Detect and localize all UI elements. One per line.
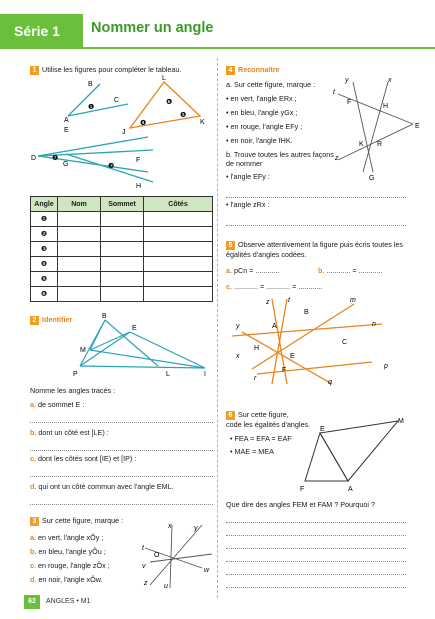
ex6-eq2: • MAE = MEA: [230, 445, 292, 458]
ex4-b-intro: b. Trouve toutes les autres façons de nommer: [226, 150, 334, 168]
svg-text:v: v: [142, 563, 146, 570]
ex1-instruction: Utilise les figures pour compléter le tableau.: [42, 65, 182, 74]
svg-text:D: D: [31, 155, 37, 162]
answer-line[interactable]: [30, 437, 213, 451]
svg-text:z: z: [266, 299, 270, 306]
svg-text:E: E: [64, 127, 69, 134]
svg-text:x: x: [168, 523, 172, 530]
page-title: Nommer un angle: [91, 20, 214, 36]
svg-text:J: J: [122, 129, 126, 136]
page-number: 62: [24, 595, 40, 609]
cell-cotes[interactable]: [144, 227, 213, 242]
th-sommet: Sommet: [101, 197, 144, 212]
cell-sommet[interactable]: [101, 287, 144, 302]
th-cotes: Côtés: [144, 197, 213, 212]
ex6-instruction-1: Sur cette figure,: [238, 410, 289, 419]
svg-text:F: F: [136, 157, 141, 164]
table-row: [31, 272, 213, 287]
ex3-item-d: d. en noir, l'angle xÔw.: [30, 575, 103, 584]
svg-text:x: x: [388, 77, 392, 84]
ex1-number: 1: [30, 66, 39, 75]
svg-text:E: E: [415, 123, 420, 130]
svg-text:❸: ❸: [108, 163, 115, 170]
svg-text:y: y: [345, 77, 349, 84]
ex4-a-item: • en bleu, l'angle yGx ;: [226, 106, 336, 120]
ex6-question: Que dire des angles FEM et FAM ? Pourquoi ?: [226, 500, 376, 509]
ex6-instruction-2: code les égalités d'angles.: [226, 419, 311, 429]
svg-text:F: F: [300, 486, 305, 493]
svg-text:B: B: [88, 81, 93, 88]
ex3-item-b: b. en bleu, l'angle yÔu ;: [30, 547, 106, 556]
svg-text:t: t: [142, 545, 144, 552]
ex4-a-item: • en rouge, l'angle EFy ;: [226, 120, 336, 134]
ex2-item-a: a. de sommet E :: [30, 400, 213, 423]
ex6-number: 6: [226, 411, 235, 420]
svg-text:I: I: [204, 371, 206, 378]
ex3-instruction: Sur cette figure, marque :: [42, 516, 124, 525]
ex2-header: [30, 315, 72, 325]
ex4-figure: [333, 72, 428, 182]
svg-text:F: F: [347, 99, 352, 106]
ex2-intro: Nomme les angles tracés :: [30, 386, 116, 395]
ex5-c[interactable]: c. ............ = ............ = ............: [226, 282, 323, 291]
ex3-item-c: c. en rouge, l'angle zÔx ;: [30, 561, 110, 570]
ex3-figure: [140, 520, 215, 590]
table-row: [31, 227, 213, 242]
ex4-number: 4: [226, 66, 235, 75]
cell-nom[interactable]: [58, 272, 101, 287]
ex4-b-item-2: • l'angle zRx :: [226, 200, 406, 226]
answer-line[interactable]: [30, 409, 213, 423]
ex2-number: 2: [30, 316, 39, 325]
ex1-figures: [28, 72, 213, 192]
ex4-title: Reconnaître: [238, 65, 280, 74]
ex3-list: [30, 531, 110, 587]
svg-text:❻: ❻: [166, 99, 173, 106]
ex4-a-intro: a. Sur cette figure, marque :: [226, 80, 316, 89]
table-row: [31, 287, 213, 302]
ex5-b[interactable]: b. ............ = ............: [318, 266, 383, 275]
ex2-figure: [70, 310, 215, 382]
row-label: ❸: [31, 242, 58, 257]
th-nom: Nom: [58, 197, 101, 212]
svg-text:G: G: [63, 161, 69, 168]
svg-text:y: y: [194, 525, 198, 532]
ex4-a-item: • en noir, l'angle fHK.: [226, 134, 336, 148]
ex6-answer-lines[interactable]: [226, 510, 406, 588]
svg-text:❶: ❶: [88, 104, 95, 111]
svg-text:F: F: [282, 367, 287, 374]
svg-text:M: M: [398, 418, 404, 425]
svg-text:H: H: [254, 345, 260, 352]
svg-text:w: w: [204, 567, 210, 574]
cell-cotes[interactable]: [144, 257, 213, 272]
svg-text:K: K: [200, 119, 205, 126]
ex4-b-item-1: • l'angle EFy :: [226, 172, 406, 198]
cell-nom[interactable]: [58, 212, 101, 227]
row-label: ❷: [31, 227, 58, 242]
ex5-header: [226, 240, 416, 260]
table-row: [31, 257, 213, 272]
ex5-figure: [232, 294, 392, 394]
cell-nom[interactable]: [58, 257, 101, 272]
cell-sommet[interactable]: [101, 242, 144, 257]
row-label: ❻: [31, 287, 58, 302]
svg-text:E: E: [320, 426, 325, 433]
svg-text:A: A: [64, 117, 69, 124]
ex5-instruction: Observe attentivement la figure puis écris toutes les égalités d'angles codées.: [226, 240, 403, 259]
cell-sommet[interactable]: [101, 212, 144, 227]
ex3-item-a: a. en vert, l'angle xÔy ;: [30, 533, 104, 542]
svg-text:B: B: [102, 313, 107, 320]
svg-text:K: K: [359, 141, 364, 148]
svg-text:L: L: [166, 371, 170, 378]
answer-line[interactable]: [30, 463, 213, 477]
svg-text:z: z: [144, 580, 148, 587]
footer-text: ANGLES • M1: [46, 598, 91, 605]
row-label: ❶: [31, 212, 58, 227]
answer-line[interactable]: [226, 181, 406, 198]
ex6-figure: [300, 415, 410, 495]
svg-text:E: E: [132, 325, 137, 332]
ex6-eq1: • FEA = EFA = EAF: [230, 432, 292, 445]
ex2-item-d: d. qui ont un côté commun avec l'angle EML.: [30, 482, 213, 505]
svg-text:p: p: [384, 363, 388, 370]
svg-text:q: q: [328, 379, 332, 386]
svg-text:n: n: [372, 321, 376, 328]
svg-text:B: B: [304, 309, 309, 316]
answer-line[interactable]: [226, 209, 406, 226]
cell-nom[interactable]: [58, 227, 101, 242]
ex2-item-b: b. dont un côté est [LE) :: [30, 428, 213, 451]
svg-text:y: y: [236, 323, 240, 330]
svg-text:A: A: [272, 323, 277, 330]
ex3-number: 3: [30, 517, 39, 526]
svg-text:t: t: [333, 89, 335, 96]
svg-text:H: H: [136, 183, 142, 190]
svg-text:L: L: [162, 75, 166, 82]
ex3-header: [30, 516, 123, 526]
ex2-title: Identifier: [42, 315, 73, 324]
cell-nom[interactable]: [58, 242, 101, 257]
row-label: ❺: [31, 272, 58, 287]
ex1-table-wrap: [30, 196, 213, 302]
table-row: [31, 212, 213, 227]
svg-text:C: C: [342, 339, 348, 346]
svg-text:M: M: [80, 347, 86, 354]
column-separator: [217, 58, 218, 598]
ex5-a[interactable]: a. pCn = ............: [226, 266, 280, 275]
table-row: [31, 242, 213, 257]
cell-sommet[interactable]: [101, 257, 144, 272]
ex4-header: [226, 65, 280, 75]
cell-nom[interactable]: [58, 287, 101, 302]
svg-text:❷: ❷: [52, 155, 59, 162]
svg-text:E: E: [290, 353, 295, 360]
svg-text:A: A: [348, 486, 353, 493]
ex6-header: [226, 410, 310, 429]
svg-text:x: x: [236, 353, 240, 360]
svg-text:❺: ❺: [180, 112, 187, 119]
cell-sommet[interactable]: [101, 227, 144, 242]
svg-text:G: G: [369, 175, 375, 182]
svg-text:t: t: [288, 297, 290, 304]
ex4-a-item: • en vert, l'angle ERx ;: [226, 92, 336, 106]
cell-cotes[interactable]: [144, 242, 213, 257]
svg-text:z: z: [335, 155, 339, 162]
cell-sommet[interactable]: [101, 272, 144, 287]
svg-text:O: O: [154, 552, 160, 559]
row-label: ❹: [31, 257, 58, 272]
ex5-number: 5: [226, 241, 235, 250]
cell-cotes[interactable]: [144, 212, 213, 227]
cell-cotes[interactable]: [144, 287, 213, 302]
svg-text:r: r: [254, 375, 257, 382]
header-divider: [0, 47, 435, 49]
svg-text:u: u: [164, 583, 168, 590]
svg-text:H: H: [383, 103, 389, 110]
table-header-row: [31, 197, 213, 212]
ex2-item-c: c. dont les côtés sont [IE) et [IP) :: [30, 454, 213, 477]
serie-badge: Série 1: [0, 14, 83, 48]
ex6-equalities: [230, 432, 292, 458]
answer-line[interactable]: [30, 491, 213, 505]
ex4-a: [226, 78, 336, 148]
svg-text:P: P: [73, 371, 78, 378]
svg-text:m: m: [350, 297, 356, 304]
cell-cotes[interactable]: [144, 272, 213, 287]
th-angle: Angle: [31, 197, 58, 212]
svg-text:❹: ❹: [140, 120, 147, 127]
svg-text:R: R: [377, 141, 383, 148]
svg-text:C: C: [114, 97, 120, 104]
